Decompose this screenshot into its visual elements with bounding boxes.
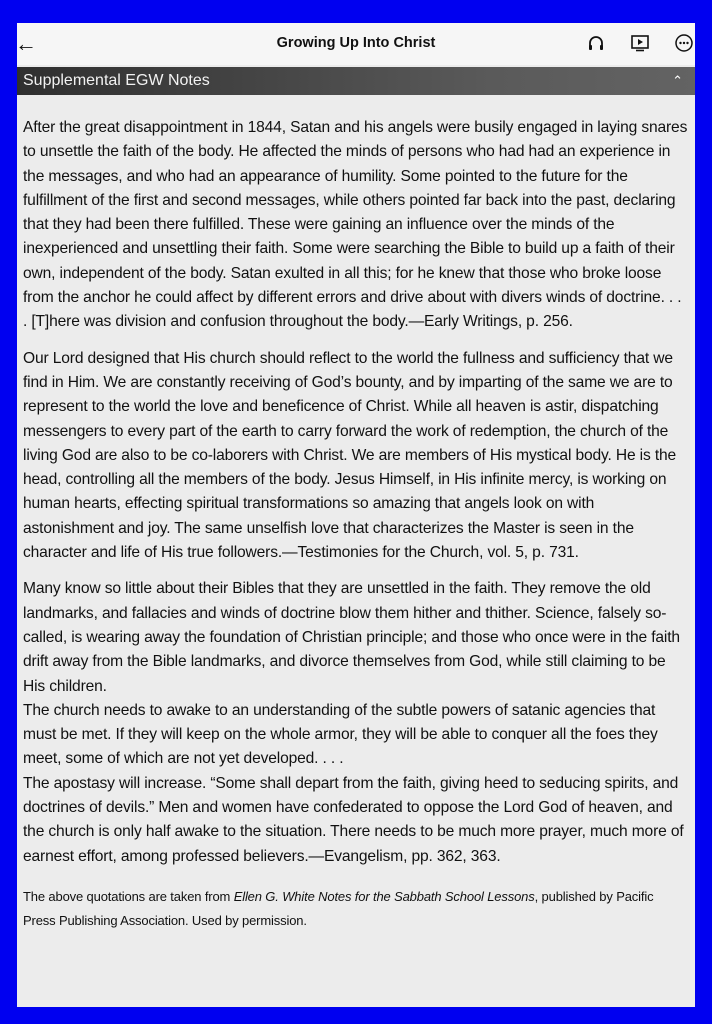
footnote-source-title: Ellen G. White Notes for the Sabbath School Lessons [233, 888, 535, 904]
arrow-left-icon[interactable]: ← [15, 31, 37, 56]
notes-content [17, 95, 695, 934]
footnote-suffix: , published by Pacific Press Publishing Association. Used by permission. [23, 888, 654, 929]
paragraph: After the great disappointment in 1844, Satan and his angels were busily engaged in laying snares to unsettle the faith of the body. He affected the minds of persons who had had an experience in the messages, and who had an appearance of humility. Some pointed to the future for the fulfillment of the first and second messages, while others pointed far back into the past, declaring that they had been there fulfilled. These were gaining an influence over the minds of the inexperienced and unsettling their faith. Some were searching the Bible to build up a faith of their own, independent of the body. Satan exulted in all this; for he knew that those who broke loose from the anchor he could affect by different errors and drive about with divers winds of doctrine. . . . [T]here was division and confusion throughout the body.—Early Writings, p. 256. [23, 119, 688, 331]
chevron-up-icon[interactable]: ⌃ [672, 73, 683, 88]
paragraph: Many know so little about their Bibles that they are unsettled in the faith. They remove the old landmarks, and fallacies and winds of doctrine blow them hither and thither. Science, falsely so-called, is wearing away the foundation of Christian principle; and those who once were in the faith drift away from the Bible landmarks, and divorce themselves from God, while still claiming to be His children. [23, 580, 680, 695]
page-title: Growing Up Into Christ [276, 35, 436, 51]
more-icon[interactable] [673, 32, 695, 54]
paragraph: The apostasy will increase. “Some shall depart from the faith, giving heed to seducing spirits, and doctrines of devils.” Men and women have confederated to oppose the Lord God of heaven, and the church is only half awake to the situation. There needs to be much more prayer, much more of earnest effort, among professed believers.—Evangelism, pp. 362, 363. [23, 774, 684, 865]
paragraph: The church needs to awake to an understanding of the subtle powers of satanic agencies that must be met. If they will keep on the whole armor, they will be able to conquer all the foes they meet, some of which are not yet developed. . . . [23, 701, 658, 768]
section-title: Supplemental EGW Notes [23, 72, 210, 89]
paragraph: Our Lord designed that His church should reflect to the world the fullness and sufficiency that we find in Him. We are constantly receiving of God’s bounty, and by imparting of the same we are to represent to the world the love and beneficence of Christ. While all heaven is astir, dispatching messengers to every part of the earth to carry forward the work of redemption, the church of the living God are also to be co-laborers with Christ. We are members of His mystical body. He is the head, controlling all the members of the body. Jesus Himself, in His infinite mercy, is working on human hearts, effecting spiritual transformations so amazing that angels look on with astonishment and joy. The same unselfish love that characterizes the Master is seen in the character and life of His true followers.—Testimonies for the Church, vol. 5, p. 731. [23, 349, 677, 562]
section-header[interactable] [17, 67, 695, 95]
headphones-icon[interactable] [585, 32, 607, 54]
footnote-prefix: The above quotations are taken from [23, 888, 234, 904]
play-screen-icon[interactable] [629, 32, 651, 54]
top-bar [17, 23, 695, 65]
reader-panel [17, 23, 695, 1007]
footnote [23, 881, 689, 934]
